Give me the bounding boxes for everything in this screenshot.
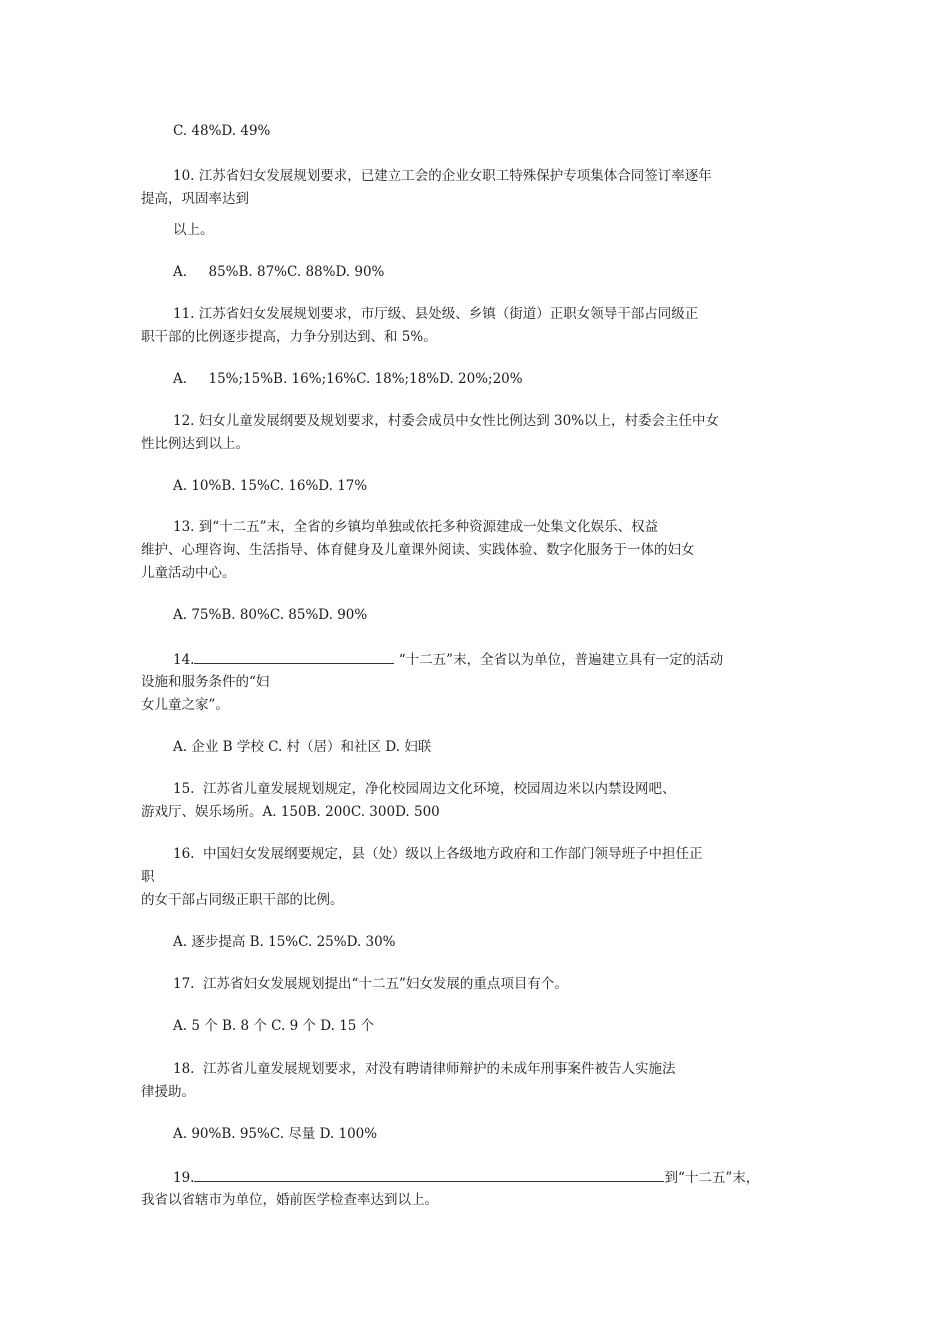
question-12-line2: 性比例达到以上。 bbox=[141, 436, 249, 452]
question-15-line1: 15. 江苏省儿童发展规划规定，净化校园周边文化环境，校园周边米以内禁设网吧、 bbox=[173, 781, 676, 797]
question-11-line1: 11. 江苏省妇女发展规划要求，市厅级、县处级、乡镇（街道）正职女领导干部占同级正 bbox=[173, 306, 699, 322]
question-13-line3: 儿童活动中心。 bbox=[141, 565, 236, 581]
question-15-line2: 游戏厅、娱乐场所。A. 150B. 200C. 300D. 500 bbox=[141, 804, 440, 820]
question-14-line3: 女儿童之家”。 bbox=[141, 697, 229, 713]
question-number: 19. bbox=[173, 1170, 195, 1186]
question-11-line2: 职干部的比例逐步提高，力争分别达到、和 5%。 bbox=[141, 329, 437, 345]
question-text: “十二五”末，全省以为单位，普遍建立具有一定的活动 bbox=[398, 652, 724, 668]
question-18-line2: 律援助。 bbox=[141, 1084, 195, 1100]
question-18-line1: 18. 江苏省儿童发展规划要求，对没有聘请律师辩护的未成年刑事案件被告人实施法 bbox=[173, 1061, 676, 1077]
question-19-line1 bbox=[173, 1167, 759, 1188]
question-11-options: A. 15%;15%B. 16%;16%C. 18%;18%D. 20%;20% bbox=[173, 371, 523, 387]
question-16-line1: 16. 中国妇女发展纲要规定，县（处）级以上各级地方政府和工作部门领导班子中担任正 bbox=[173, 846, 703, 862]
question-16-line3: 的女干部占同级正职干部的比例。 bbox=[141, 892, 344, 908]
question-10-line2: 提高，巩固率达到 bbox=[141, 191, 249, 207]
question-13-line2: 维护、心理咨询、生活指导、体育健身及儿童课外阅读、实践体验、数字化服务于一体的妇女 bbox=[141, 542, 695, 558]
question-number: 14. bbox=[173, 652, 195, 668]
question-19-line2: 我省以省辖市为单位，婚前医学检查率达到以上。 bbox=[141, 1192, 438, 1208]
answer-blank bbox=[194, 1167, 664, 1182]
question-16-options: A. 逐步提高 B. 15%C. 25%D. 30% bbox=[173, 934, 396, 950]
question-10-line1: 10. 江苏省妇女发展规划要求，已建立工会的企业女职工特殊保护专项集体合同签订率逐年 bbox=[173, 168, 712, 184]
question-18-options: A. 90%B. 95%C. 尽量 D. 100% bbox=[173, 1126, 378, 1142]
question-12-line1: 12. 妇女儿童发展纲要及规划要求，村委会成员中女性比例达到 30%以上，村委会主任中女 bbox=[173, 413, 720, 429]
option-line: C. 48%D. 49% bbox=[173, 123, 271, 139]
question-17-options: A. 5 个 B. 8 个 C. 9 个 D. 15 个 bbox=[173, 1018, 375, 1034]
question-12-options: A. 10%B. 15%C. 16%D. 17% bbox=[173, 478, 368, 494]
question-16-line2: 职 bbox=[141, 869, 155, 885]
question-10-line3: 以上。 bbox=[173, 222, 214, 238]
question-text: 到“十二五”末， bbox=[664, 1170, 760, 1186]
question-14-options: A. 企业 B 学校 C. 村（居）和社区 D. 妇联 bbox=[173, 739, 432, 755]
question-14-line1 bbox=[173, 649, 723, 670]
question-17-line1: 17. 江苏省妇女发展规划提出“十二五”妇女发展的重点项目有个。 bbox=[173, 976, 568, 992]
question-10-options: A. 85%B. 87%C. 88%D. 90% bbox=[173, 264, 385, 280]
question-13-options: A. 75%B. 80%C. 85%D. 90% bbox=[173, 607, 368, 623]
answer-blank bbox=[194, 649, 394, 664]
question-13-line1: 13. 到“十二五”末，全省的乡镇均单独或依托多种资源建成一处集文化娱乐、权益 bbox=[173, 519, 659, 535]
question-14-line2: 设施和服务条件的“妇 bbox=[141, 674, 270, 690]
